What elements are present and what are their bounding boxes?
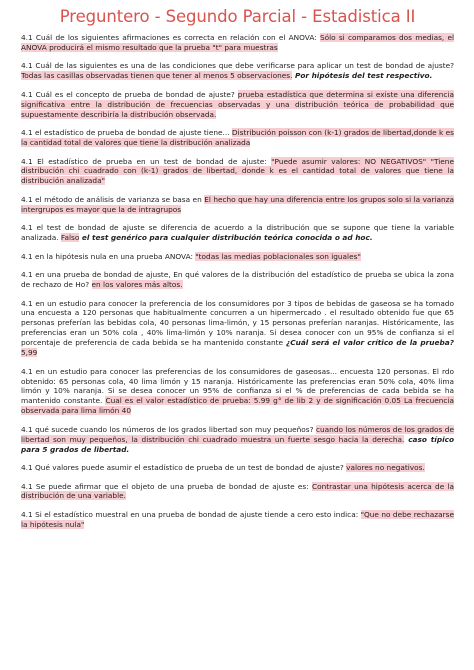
question-text: 4.1 Cuál es el concepto de prueba de bondad de ajuste? xyxy=(21,89,238,99)
answer-highlight: Todas las casillas observadas tienen que tener al menos 5 observaciones. xyxy=(21,71,293,81)
answer-highlight: valores no negativos. xyxy=(346,463,425,473)
question-1 xyxy=(21,33,454,53)
answer-highlight: Sólo si comparamos dos medias, el ANOVA producirá el mismo resultado que la prueba "t" para muestras xyxy=(21,33,455,52)
page-title: Preguntero - Segundo Parcial - Estadistica II xyxy=(59,7,416,26)
question-10 xyxy=(21,299,454,358)
question-text: 4.1 Se puede afirmar que el objeto de una prueba de bondad de ajuste es: xyxy=(21,481,312,491)
question-text: 4.1 el estadístico de prueba de bondad de ajuste tiene... xyxy=(21,128,232,138)
answer-note: Por hipótesis del test respectivo. xyxy=(292,71,433,81)
answer-highlight: Distribución poisson con (k-1) grados de libertad,donde k es la cantidad total de valores que tiene la distribución analizada xyxy=(21,128,454,148)
answer-highlight: "Que no debe rechazarse la hipótesis nula" xyxy=(21,509,454,529)
question-text: 4.1 Si el estadístico muestral en una prueba de bondad de ajuste tiende a cero esto indica: xyxy=(21,509,361,519)
answer-highlight: Falso xyxy=(60,233,80,243)
question-text: 4.1 en la hipótesis nula en una prueba ANOVA: xyxy=(21,251,196,261)
answer-highlight: Cual es el valor estadístico de prueba: 5.99 g° de lib 2 y de significación 0.05 La frecuencia observada para lima limón 40 xyxy=(21,396,454,416)
question-13 xyxy=(21,463,454,473)
answer-question: ¿Cuál será el valor crítico de la prueba? xyxy=(285,338,454,348)
question-text: 4.1 Cuál de las siguientes es una de las condiciones que debe verificarse para aplicar un test de bondad de ajuste? xyxy=(21,61,454,71)
question-15 xyxy=(21,510,454,530)
answer-highlight: Contrastar una hipótesis acerca de la distribución de una variable. xyxy=(21,481,454,501)
answer-highlight: "Puede asumir valores: NO NEGATIVOS" "Tiene distribución chi cuadrado con (k-1) grados de libertad, donde k es el cantidad total de valores que tiene la distribución analizada" xyxy=(21,156,454,186)
question-4 xyxy=(21,128,454,148)
answer-note: caso típico para 5 grados de libertad. xyxy=(21,434,454,454)
question-11 xyxy=(21,367,454,417)
question-text: 4.1 en un estudio para conocer las preferencias de los consumidores de gaseosas... encuesta 120 personas. El rdo obtenido: 65 personas cola, 40 lima limón y 15 naranja. Históricamente las preferencias eran 50% cola, 40% lima limón y 10% naranja. Si se desea conocer un 95% de confianza si el % de preferencias de cada bebida se ha mantenido constante. xyxy=(21,366,454,406)
question-text: 4.1 Qué valores puede asumir el estadístico de prueba de un test de bondad de ajuste? xyxy=(21,463,347,473)
question-text: 4.1 en un estudio para conocer la preferencia de los consumidores por 3 tipos de bebidas de gaseosa se ha tomado una encuesta a 120 personas que habitualmente concurren a un hipermercado . el resultado obtenido fue que 65 personas preferían las bebidas cola, 40 personas lima-limón, y 15 personas preferían naranjas. Históricamente, las preferencias eran un 50% cola , 40% lima-limón y 10% naranja. Si desea conocer con un 95% de confianza si el porcentaje de preferencia de cada bebida se ha mantenido constante xyxy=(21,298,454,348)
answer-highlight: 5,99 xyxy=(21,348,38,358)
question-8 xyxy=(21,252,454,262)
question-14 xyxy=(21,482,454,502)
question-6 xyxy=(21,195,454,215)
question-text: 4.1 qué sucede cuando los números de los grados libertad son muy pequeños? xyxy=(21,424,316,434)
answer-highlight: prueba estadística que determina si existe una diferencia significativa entre la distribución de frecuencias observadas y una distribución teórica de probabilidad que supuestamente describiría la distribución observada. xyxy=(21,89,454,119)
question-12 xyxy=(21,425,454,455)
answer-note: el test genérico para cualquier distribución teórica conocida o ad hoc. xyxy=(79,233,373,243)
question-text: 4.1 en una prueba de bondad de ajuste, En qué valores de la distribución del estadístico de prueba se ubica la zona de rechazo de Ho? xyxy=(21,270,454,290)
question-text: 4.1 el test de bondad de ajuste se diferencia de acuerdo a la distribución que se supone que tiene la variable analizada. xyxy=(21,223,454,243)
question-text: 4.1 Cuál de los siguientes afirmaciones es correcta en relación con el ANOVA: xyxy=(21,33,320,42)
question-7 xyxy=(21,223,454,243)
answer-highlight: "todas las medias poblacionales son iguales" xyxy=(195,251,361,261)
question-5 xyxy=(21,157,454,187)
question-text: 4.1 El estadístico de prueba en un test de bondad de ajuste: xyxy=(21,156,272,166)
answer-highlight: cuando los números de los grados de libertad son muy pequeños, la distribución chi cuadrado muestra un fuerte sesgo hacia la derecha. xyxy=(21,424,454,444)
question-9 xyxy=(21,270,454,290)
answer-highlight: El hecho que hay una diferencia entre los grupos solo si la varianza intergrupos es mayor que la de intragrupos xyxy=(21,194,454,214)
question-text: 4.1 el método de análisis de varianza se basa en xyxy=(21,194,205,204)
question-2 xyxy=(21,61,454,81)
answer-highlight: en los valores más altos. xyxy=(91,280,183,290)
question-3 xyxy=(21,90,454,120)
